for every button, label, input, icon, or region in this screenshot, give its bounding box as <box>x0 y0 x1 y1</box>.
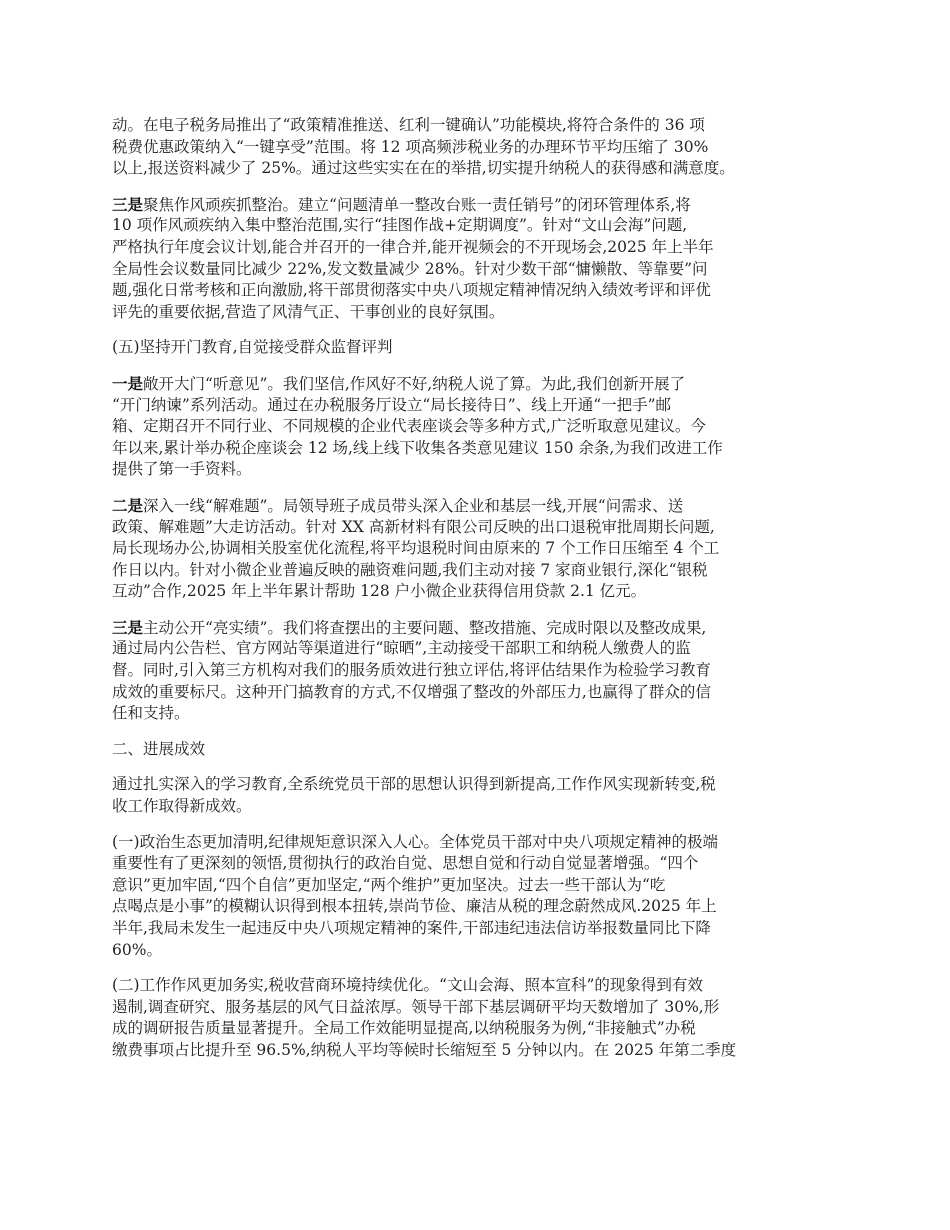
line-text: 通过局内公告栏、官方网站等渠道进行“晾晒”,主动接受干部职工和纳税人缴费人的监 <box>112 639 691 658</box>
text-line <box>112 918 842 940</box>
line-text: 成效的重要标尺。这种开门搞教育的方式,不仅增强了整改的外部压力,也赢得了群众的信 <box>112 682 711 701</box>
text-line <box>112 280 842 302</box>
text-line <box>112 395 842 417</box>
text-line <box>112 517 842 539</box>
text-line <box>112 832 842 854</box>
line-text: 年以来,累计举办税企座谈会 12 场,线上线下收集各类意见建议 150 余条,为我们改进工作 <box>112 438 723 457</box>
line-text: 督。同时,引入第三方机构对我们的服务质效进行独立评估,将评估结果作为检验学习教育 <box>112 661 711 680</box>
line-text: 点喝点是小事”的模糊认识得到根本扭转,崇尚节俭、廉洁从税的理念蔚然成风.2025 年上 <box>112 897 717 916</box>
line-text: 局长现场办公,协调相关股室优化流程,将平均退税时间由原来的 7 个工作日压缩至 4 个工 <box>112 539 720 558</box>
paragraph <box>112 774 842 817</box>
line-text: 遏制,调查研究、服务基层的风气日益浓厚。领导干部下基层调研平均天数增加了 30%,形 <box>112 997 720 1016</box>
line-text: 重要性有了更深刻的领悟,贯彻执行的政治自觉、思想自觉和行动自觉显著增强。“四个 <box>112 854 699 873</box>
line-text: 60%。 <box>112 940 162 959</box>
document-body <box>112 115 842 1076</box>
text-line <box>112 975 842 997</box>
text-line <box>112 853 842 875</box>
line-text: 聚焦作风顽疾抓整治。建立“问题清单一整改台账一责任销号”的闭环管理体系,将 <box>143 195 691 214</box>
text-line <box>112 438 842 460</box>
text-line <box>112 560 842 582</box>
line-text: 题,强化日常考核和正向激励,将干部贯彻落实中央八项规定精神情况纳入绩效考评和评优 <box>112 281 711 300</box>
paragraph <box>112 194 842 324</box>
text-line <box>112 538 842 560</box>
line-text: 政策、解难题”大走访活动。针对 XX 高新材料有限公司反映的出口退税审批周期长问题, <box>112 517 715 536</box>
text-line <box>112 194 842 216</box>
line-text: 全局性会议数量同比减少 22%,发文数量减少 28%。针对少数干部“慵懒散、等靠要”问 <box>112 259 708 278</box>
text-line <box>112 617 842 639</box>
line-text: (一)政治生态更加清明,纪律规矩意识深入人心。全体党员干部对中央八项规定精神的极端 <box>112 832 719 851</box>
text-line <box>112 997 842 1019</box>
line-text: 敞开大门“听意见”。我们坚信,作风好不好,纳税人说了算。为此,我们创新开展了 <box>143 374 686 393</box>
text-line <box>112 638 842 660</box>
line-text: 缴费事项占比提升至 96.5%,纳税人平均等候时长缩短至 5 分钟以内。在 2025 年第二季度 <box>112 1040 737 1059</box>
text-line <box>112 1018 842 1040</box>
line-text: 意识”更加牢固,“四个自信”更加坚定,“两个维护”更加坚决。过去一些干部认为“吃 <box>112 875 666 894</box>
line-text: “开门纳谏”系列活动。通过在办税服务厅设立“局长接待日”、线上开通“一把手”邮 <box>112 395 672 414</box>
paragraph-lead: 三是 <box>112 617 144 637</box>
paragraph <box>112 975 842 1061</box>
text-line <box>112 1040 842 1062</box>
text-line <box>112 115 842 137</box>
text-line <box>112 896 842 918</box>
text-line <box>112 459 842 481</box>
line-text: 半年,我局未发生一起违反中央八项规定精神的案件,干部违纪违法信访举报数量同比下降 <box>112 919 711 937</box>
text-line <box>112 739 842 761</box>
line-text: 动。在电子税务局推出了“政策精准推送、红利一键确认”功能模块,将符合条件的 36 项 <box>112 116 705 134</box>
text-line <box>112 703 842 725</box>
text-line <box>112 337 842 359</box>
line-text: 主动公开“亮实绩”。我们将查摆出的主要问题、整改措施、完成时限以及整改成果, <box>143 618 707 637</box>
paragraph-lead: 三是 <box>112 194 144 214</box>
paragraph <box>112 115 842 180</box>
line-text: (五)坚持开门教育,自觉接受群众监督评判 <box>112 338 393 357</box>
text-line <box>112 416 842 438</box>
line-text: 10 项作风顽疾纳入集中整治范围,实行“挂图作战+定期调度”。针对“文山会海”问题, <box>112 216 688 235</box>
line-text: 收工作取得新成效。 <box>112 797 252 816</box>
text-line <box>112 796 842 818</box>
line-text: 二、进展成效 <box>112 739 206 758</box>
text-line <box>112 682 842 704</box>
line-text: 通过扎实深入的学习教育,全系统党员干部的思想认识得到新提高,工作作风实现新转变,税 <box>112 775 716 794</box>
line-text: (二)工作作风更加务实,税收营商环境持续优化。“文山会海、照本宣科”的现象得到有效 <box>112 976 703 995</box>
paragraph-lead: 一是 <box>112 373 144 393</box>
paragraph-lead: 二是 <box>112 495 144 515</box>
line-text: 深入一线“解难题”。局领导班子成员带头深入企业和基层一线,开展“问需求、送 <box>143 496 684 515</box>
paragraph <box>112 495 842 603</box>
paragraph <box>112 373 842 481</box>
paragraph <box>112 832 842 962</box>
text-line <box>112 215 842 237</box>
line-text: 税费优惠政策纳入“一键享受”范围。将 12 项高频涉税业务的办理环节平均压缩了 30% <box>112 137 709 156</box>
paragraph <box>112 739 842 761</box>
text-line <box>112 940 842 962</box>
line-text: 互动”合作,2025 年上半年累计帮助 128 户小微企业获得信用贷款 2.1 亿元。 <box>112 582 647 601</box>
text-line <box>112 774 842 796</box>
line-text: 严格执行年度会议计划,能合并召开的一律合并,能开视频会的不开现场会,2025 年上半年 <box>112 237 714 256</box>
text-line <box>112 875 842 897</box>
line-text: 作日以内。针对小微企业普遍反映的融资难问题,我们主动对接 7 家商业银行,深化“银税 <box>112 560 708 579</box>
paragraph <box>112 337 842 359</box>
line-text: 提供了第一手资料。 <box>112 460 252 479</box>
line-text: 任和支持。 <box>112 704 190 723</box>
text-line <box>112 495 842 517</box>
line-text: 以上,报送资料减少了 25%。通过这些实实在在的举措,切实提升纳税人的获得感和满意度。 <box>112 159 735 178</box>
text-line <box>112 581 842 603</box>
line-text: 箱、定期召开不同行业、不同规模的企业代表座谈会等多种方式,广泛听取意见建议。今 <box>112 417 706 436</box>
text-line <box>112 660 842 682</box>
text-line <box>112 137 842 159</box>
text-line <box>112 158 842 180</box>
text-line <box>112 373 842 395</box>
text-line <box>112 259 842 281</box>
text-line <box>112 237 842 259</box>
line-text: 成的调研报告质量显著提升。全局工作效能明显提高,以纳税服务为例,“非接触式”办税 <box>112 1019 696 1038</box>
line-text: 评先的重要依据,营造了风清气正、干事创业的良好氛围。 <box>112 302 505 321</box>
paragraph <box>112 617 842 725</box>
text-line <box>112 302 842 324</box>
